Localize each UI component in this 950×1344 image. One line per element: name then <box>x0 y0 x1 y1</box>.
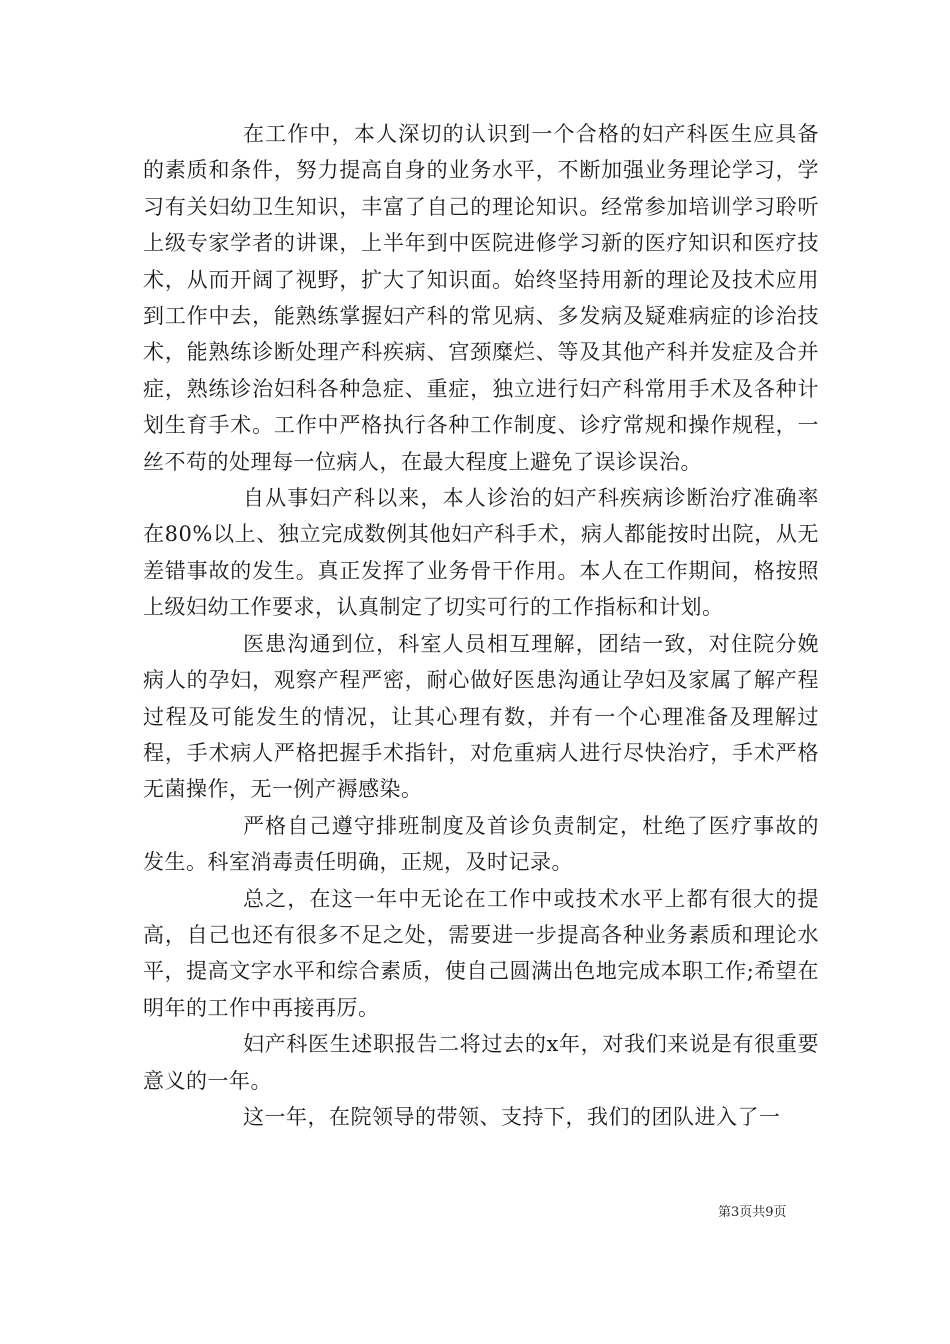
paragraph-4: 严格自己遵守排班制度及首诊负责制定，杜绝了医疗事故的发生。科室消毒责任明确，正规，及时记录。 <box>143 813 819 875</box>
paragraph-6: 妇产科医生述职报告二将过去的x年，对我们来说是有很重要意义的一年。 <box>143 1032 819 1093</box>
page-number-footer: 第3页共9页 <box>718 1205 787 1220</box>
document-body <box>143 116 819 1135</box>
paragraph-2: 自从事妇产科以来，本人诊治的妇产科疾病诊断治疗准确率在80%以上、独立完成数例其他妇产科手术，病人都能按时出院，从无差错事故的发生。真正发挥了业务骨干作用。本人在工作期间，格按照上级妇幼工作要求，认真制定了切实可行的工作指标和计划。 <box>143 486 819 620</box>
paragraph-1: 在工作中，本人深切的认识到一个合格的妇产科医生应具备的素质和条件，努力提高自身的业务水平，不断加强业务理论学习，学习有关妇幼卫生知识，丰富了自己的理论知识。经常参加培训学习聆听上级专家学者的讲课，上半年到中医院进修学习新的医疗知识和医疗技术，从而开阔了视野，扩大了知识面。始终坚持用新的理论及技术应用到工作中去，能熟练掌握妇产科的常见病、多发病及疑难病症的诊治技术，能熟练诊断处理产科疾病、宫颈糜烂、等及其他产科并发症及合并症，熟练诊治妇科各种急症、重症，独立进行妇产科常用手术及各种计划生育手术。工作中严格执行各种工作制度、诊疗常规和操作规程，一丝不苟的处理每一位病人，在最大程度上避免了误诊误治。 <box>143 122 819 474</box>
paragraph-3: 医患沟通到位，科室人员相互理解，团结一致，对住院分娩病人的孕妇，观察产程严密，耐心做好医患沟通让孕妇及家属了解产程过程及可能发生的情况，让其心理有数，并有一个心理准备及理解过程，手术病人严格把握手术指针，对危重病人进行尽快治疗，手术严格无菌操作，无一例产褥感染。 <box>143 631 819 802</box>
paragraph-7: 这一年，在院领导的带领、支持下，我们的团队进入了一 <box>243 1104 781 1129</box>
paragraph-5: 总之，在这一年中无论在工作中或技术水平上都有很大的提高，自己也还有很多不足之处，需要进一步提高各种业务素质和理论水平，提高文字水平和综合素质，使自己圆满出色地完成本职工作;希望在明年的工作中再接再厉。 <box>143 886 819 1020</box>
